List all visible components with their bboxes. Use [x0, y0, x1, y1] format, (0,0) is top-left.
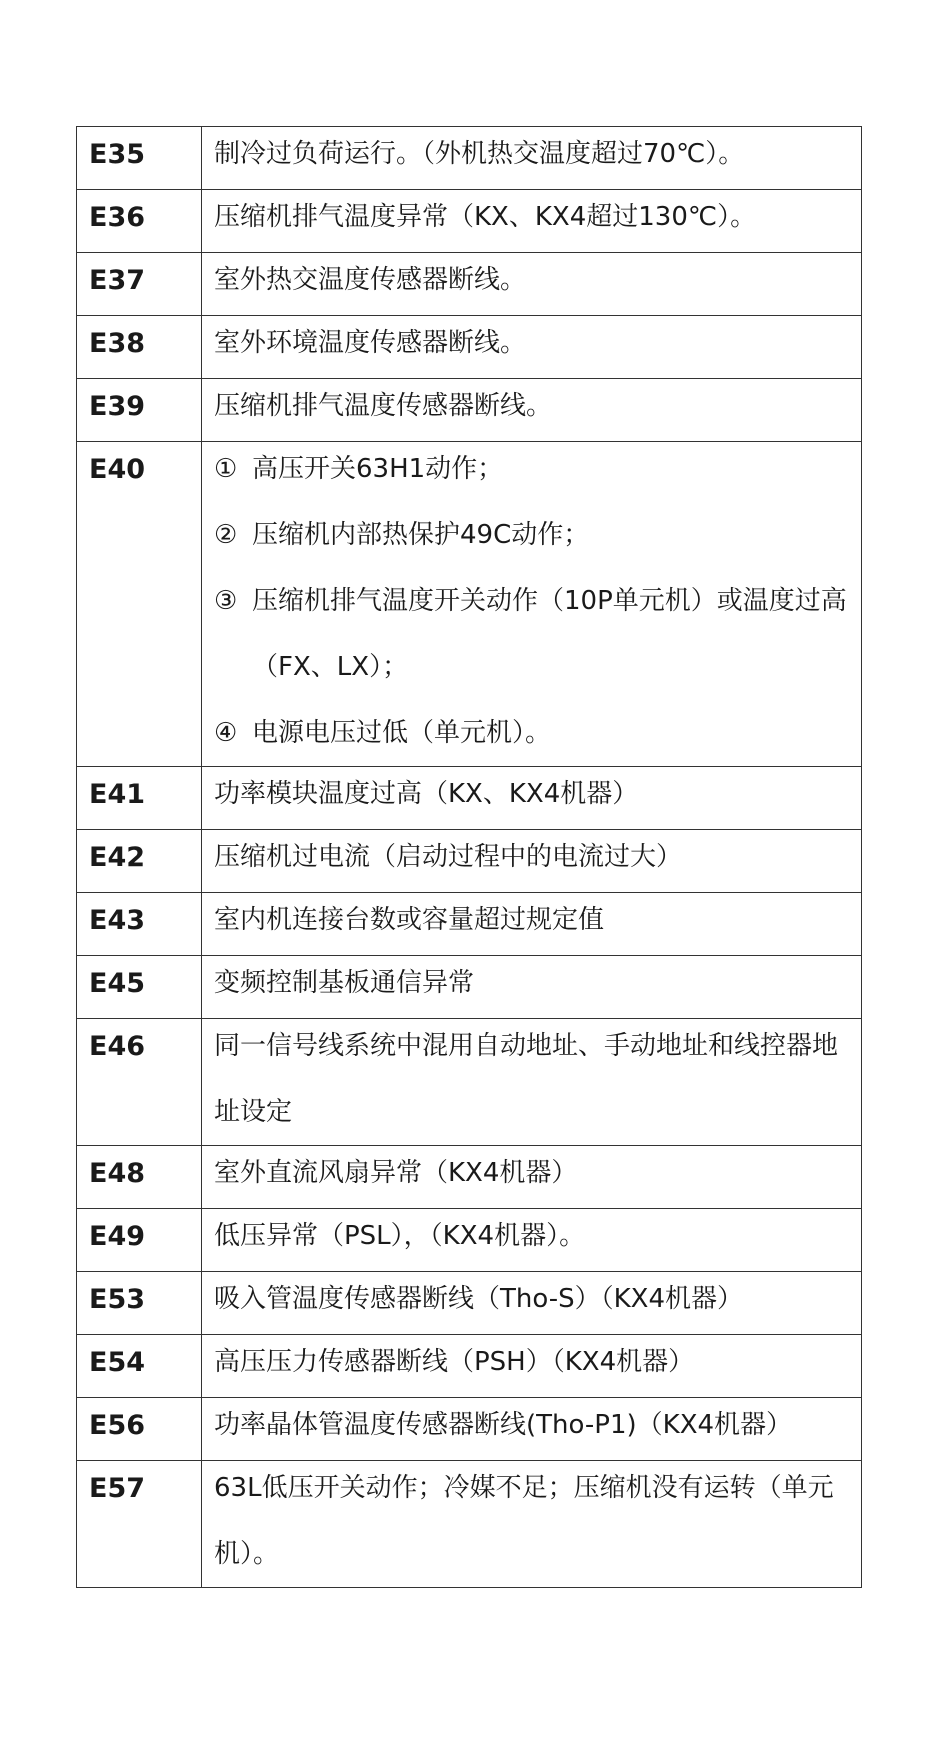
- error-code-cell: E53: [77, 1272, 202, 1335]
- error-code-cell: E40: [77, 442, 202, 767]
- error-code-cell: E56: [77, 1398, 202, 1461]
- description-text: 高压压力传感器断线（PSH）（KX4机器）: [214, 1347, 695, 1377]
- table-row: [77, 893, 862, 956]
- description-text: 压缩机排气温度异常（KX、KX4超过130℃）。: [214, 202, 757, 232]
- error-description-cell: [202, 190, 862, 253]
- description-text: 室外热交温度传感器断线。: [214, 265, 527, 295]
- error-description-cell: [202, 1209, 862, 1272]
- error-description-cell: [202, 1398, 862, 1461]
- description-text: 制冷过负荷运行。（外机热交温度超过70℃）。: [214, 139, 745, 169]
- table-row: [77, 127, 862, 190]
- description-text: 压缩机排气温度传感器断线。: [214, 391, 553, 421]
- error-code-cell: E38: [77, 316, 202, 379]
- error-code-table-body: [77, 127, 862, 1588]
- description-text: 压缩机过电流（启动过程中的电流过大）: [214, 842, 683, 872]
- error-description-cell: [202, 1461, 862, 1588]
- table-row: [77, 1146, 862, 1209]
- table-row: [77, 956, 862, 1019]
- description-text: 低压异常（PSL），（KX4机器）。: [214, 1221, 586, 1251]
- error-code-cell: E37: [77, 253, 202, 316]
- list-item-text: 压缩机内部热保护49C动作；: [252, 520, 590, 550]
- description-text: 功率模块温度过高（KX、KX4机器）: [214, 779, 639, 809]
- error-code-cell: E42: [77, 830, 202, 893]
- table-row: [77, 1461, 862, 1588]
- list-item-marker: ①: [214, 454, 238, 484]
- error-code-cell: E57: [77, 1461, 202, 1588]
- error-code-cell: E48: [77, 1146, 202, 1209]
- list-item-marker: ③: [214, 586, 238, 616]
- list-item-text: 压缩机排气温度开关动作（10P单元机）或温度过高（FX、LX）；: [252, 586, 847, 682]
- error-code-cell: E36: [77, 190, 202, 253]
- error-code-table: [76, 126, 862, 1588]
- table-row: [77, 767, 862, 830]
- error-code-cell: E49: [77, 1209, 202, 1272]
- description-list-item: [214, 502, 851, 568]
- table-row: [77, 1272, 862, 1335]
- list-item-text: 电源电压过低（单元机）。: [252, 718, 552, 748]
- error-description-cell: [202, 1146, 862, 1209]
- list-item-marker: ④: [214, 718, 238, 748]
- error-description-cell: [202, 1335, 862, 1398]
- list-item-text: 高压开关63H1动作；: [252, 454, 504, 484]
- description-text: 变频控制基板通信异常: [214, 968, 475, 998]
- description-text: 同一信号线系统中混用自动地址、手动地址和线控器地址设定: [214, 1031, 839, 1127]
- error-description-cell: [202, 956, 862, 1019]
- error-description-cell: [202, 767, 862, 830]
- error-code-cell: E45: [77, 956, 202, 1019]
- error-description-cell: [202, 893, 862, 956]
- error-description-cell: [202, 442, 862, 767]
- error-code-cell: E41: [77, 767, 202, 830]
- error-code-cell: E35: [77, 127, 202, 190]
- error-code-cell: E43: [77, 893, 202, 956]
- table-row: [77, 253, 862, 316]
- table-row: [77, 1335, 862, 1398]
- error-description-cell: [202, 316, 862, 379]
- table-row: [77, 1398, 862, 1461]
- table-row: [77, 1209, 862, 1272]
- error-description-cell: [202, 1019, 862, 1146]
- description-text: 室外直流风扇异常（KX4机器）: [214, 1158, 578, 1188]
- description-text: 63L低压开关动作；冷媒不足；压缩机没有运转（单元机）。: [214, 1473, 834, 1569]
- error-code-cell: E46: [77, 1019, 202, 1146]
- error-description-cell: [202, 1272, 862, 1335]
- error-code-cell: E39: [77, 379, 202, 442]
- table-row: [77, 1019, 862, 1146]
- error-description-cell: [202, 379, 862, 442]
- table-row: [77, 190, 862, 253]
- description-list-item: [214, 700, 851, 766]
- list-item-marker: ②: [214, 520, 238, 550]
- description-list-item: [214, 568, 851, 700]
- error-description-cell: [202, 830, 862, 893]
- description-text: 室外环境温度传感器断线。: [214, 328, 527, 358]
- table-row: [77, 379, 862, 442]
- error-code-cell: E54: [77, 1335, 202, 1398]
- table-row: [77, 830, 862, 893]
- table-row: [77, 442, 862, 767]
- description-text: 室内机连接台数或容量超过规定值: [214, 905, 605, 935]
- table-row: [77, 316, 862, 379]
- description-list-item: [214, 436, 851, 502]
- description-text: 吸入管温度传感器断线（Tho-S）（KX4机器）: [214, 1284, 744, 1314]
- error-description-cell: [202, 253, 862, 316]
- description-text: 功率晶体管温度传感器断线(Tho-P1)（KX4机器）: [214, 1410, 793, 1440]
- error-description-cell: [202, 127, 862, 190]
